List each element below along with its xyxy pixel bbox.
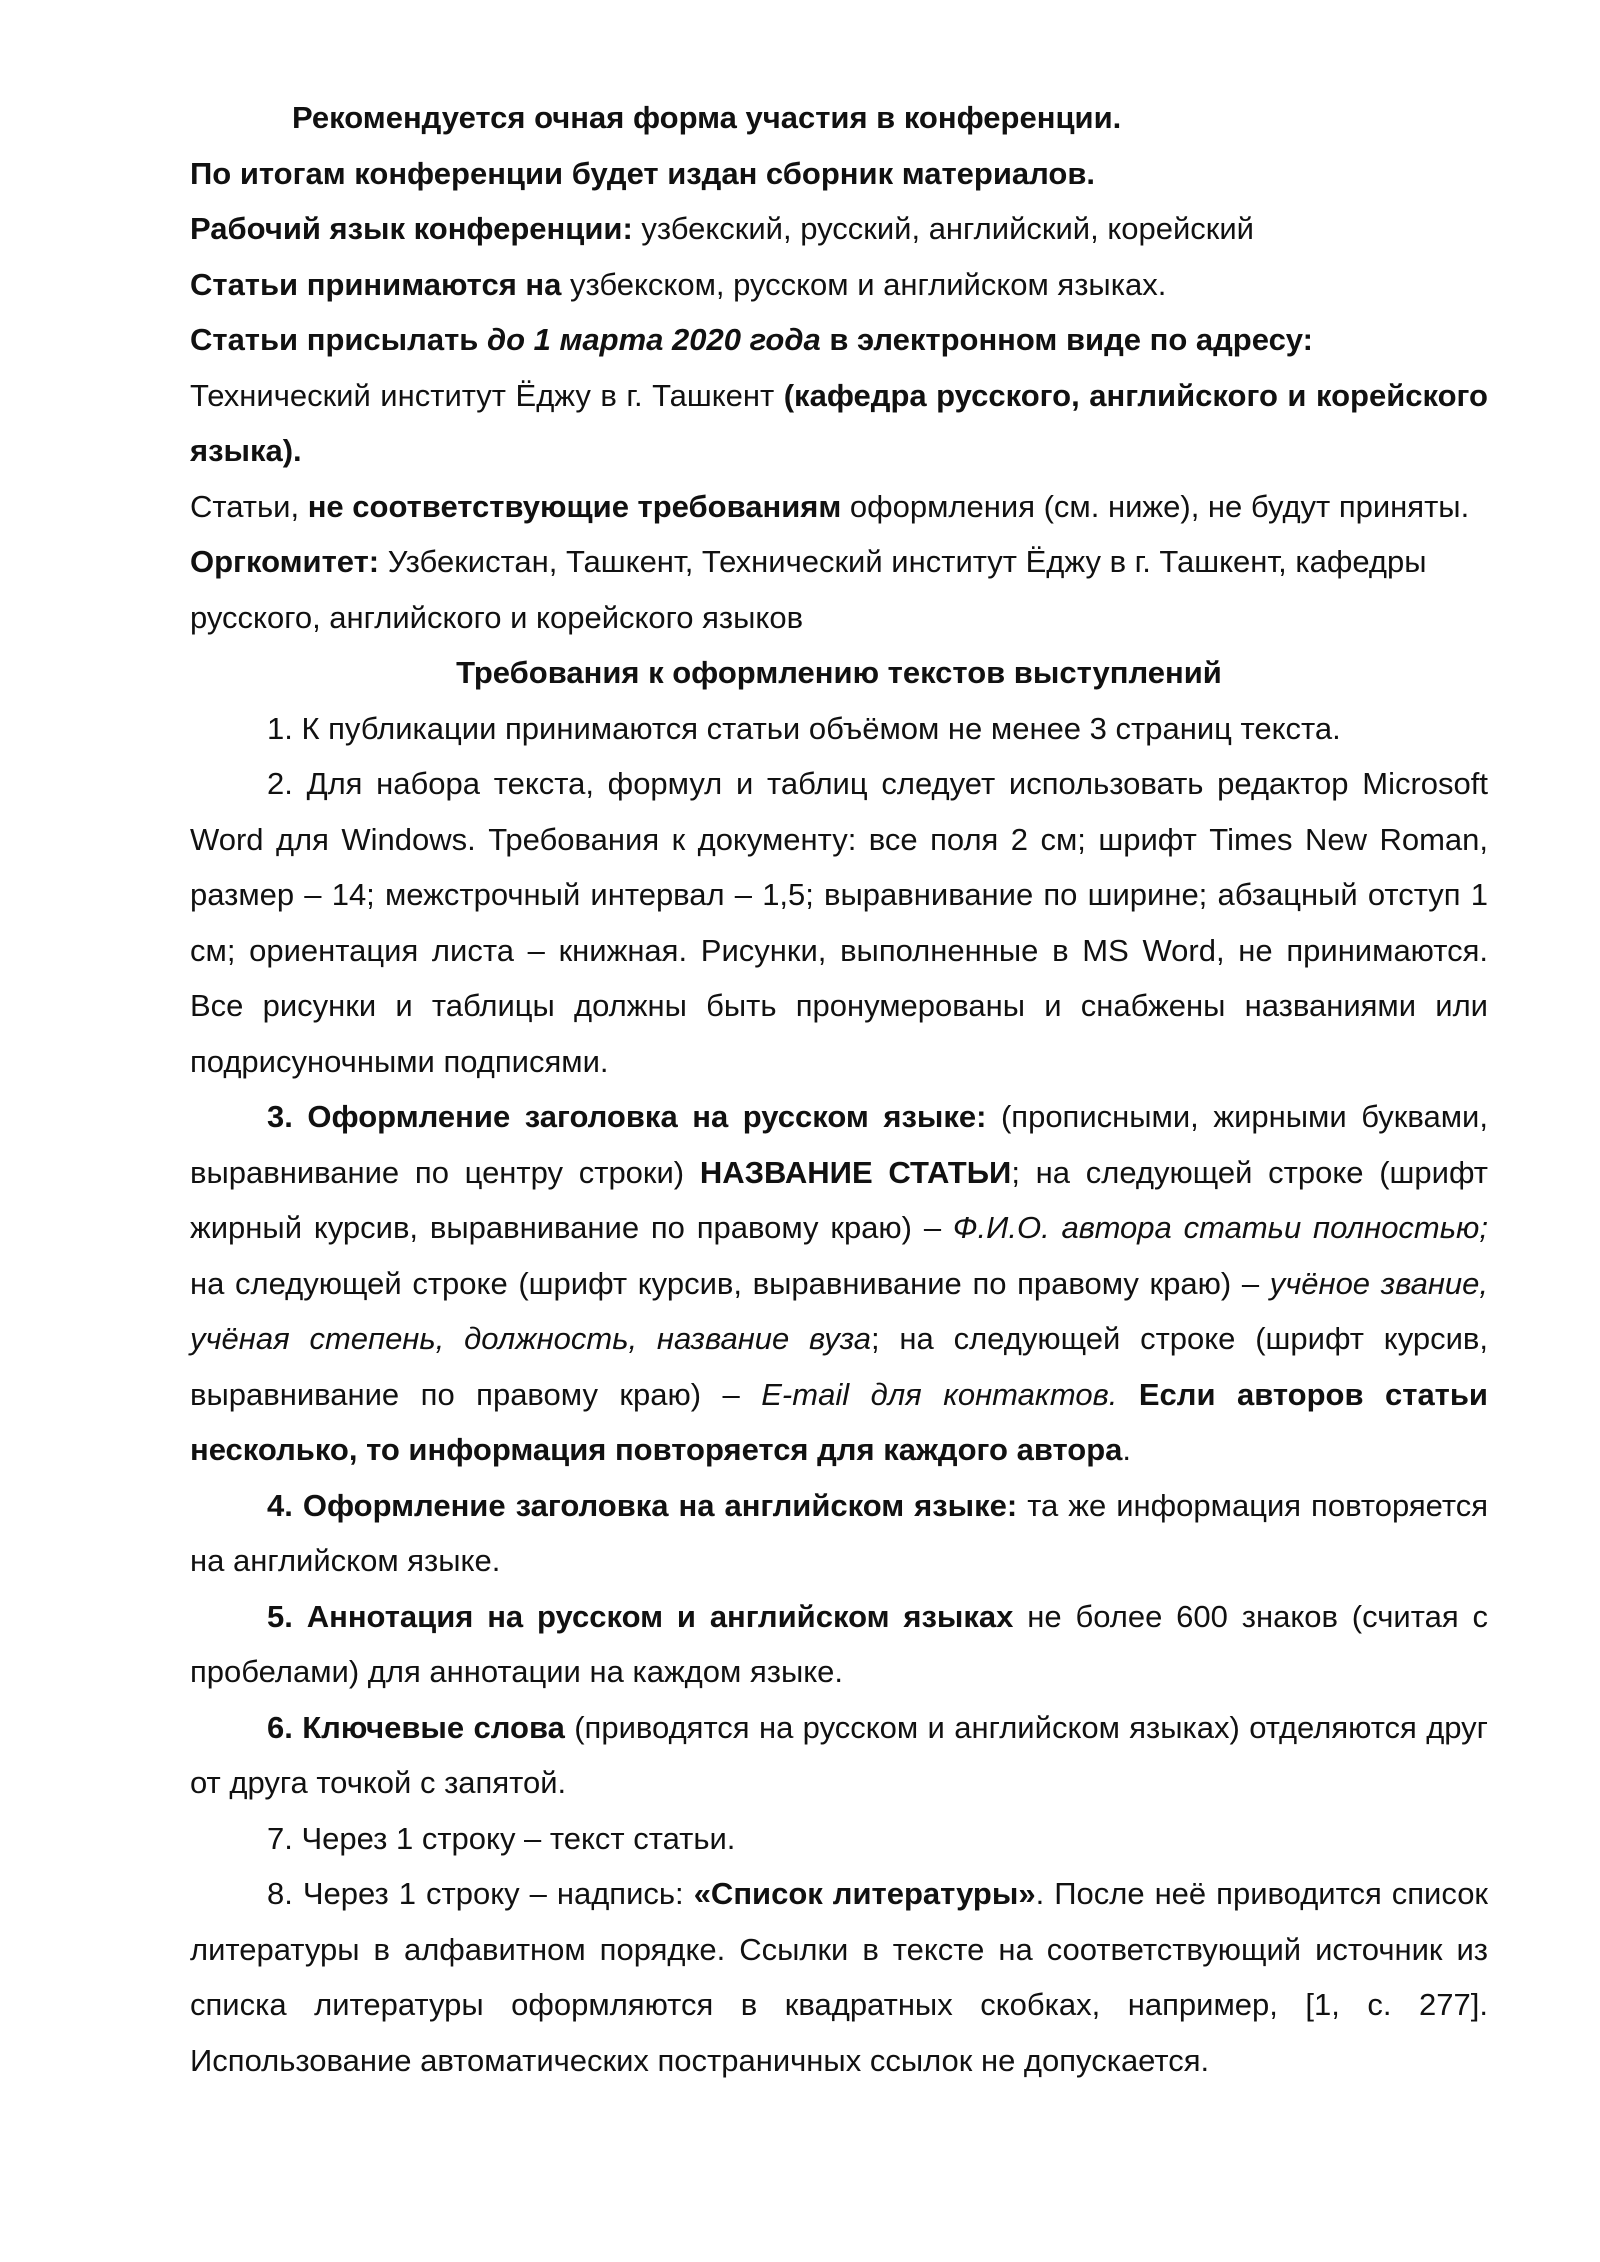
submission-date: до 1 марта 2020 года (486, 322, 821, 357)
participation-text: Рекомендуется очная форма участия в конференции. (292, 100, 1122, 135)
requirement-3-text-f: на следующей строке (шрифт курсив, выравнивание по правому краю) – (190, 1265, 1270, 1301)
requirement-4-title: 4. Оформление заголовка на английском языке: (267, 1487, 1018, 1523)
requirements-heading-text: Требования к оформлению текстов выступлений (456, 655, 1222, 690)
institute-department: (кафедра русского, английского и корейского языка). (190, 377, 1488, 468)
requirement-8-text-c: . После неё приводится список литературы в алфавитном порядке. Ссылки в тексте на соответствующий источник из списка литературы оформляются в квадратных скобках, например, [1, с. 277]. Использование автоматических постраничных ссылок не допускается. (190, 1876, 1488, 2078)
requirement-item-8 (190, 1866, 1488, 2088)
requirement-item-3 (190, 1089, 1488, 1478)
article-languages-text: узбекском, русском и английском языках. (561, 266, 1167, 302)
requirement-3-article-title: НАЗВАНИЕ СТАТЬИ (699, 1154, 1012, 1190)
requirement-6-text: (приводятся на русском и английском языках) отделяются друг от друга точкой с запятой. (190, 1709, 1488, 1800)
rejection-text-a: Статьи, (190, 488, 308, 524)
requirement-3-multiple-authors: Если авторов статьи несколько, то информация повторяется для каждого автора (190, 1376, 1488, 1467)
requirements-heading (190, 645, 1488, 701)
working-language-label: Рабочий язык конференции: (190, 211, 633, 246)
proceedings-note (190, 146, 1488, 202)
requirement-item-7 (190, 1811, 1488, 1867)
org-committee (190, 534, 1488, 645)
requirement-item-2 (190, 756, 1488, 1089)
requirement-3-author-degree: учёное звание, учёная степень, должность, название вуза (190, 1265, 1488, 1356)
requirement-3-author-name: Ф.И.О. автора статьи полностью; (952, 1210, 1488, 1245)
requirement-3-text-b: (прописными, жирными буквами, выравнивание по центру строки) (190, 1099, 1488, 1190)
requirement-3-text-d: ; на следующей строке (шрифт жирный курсив, выравнивание по правому краю) – (190, 1154, 1488, 1245)
requirement-item-4 (190, 1478, 1488, 1589)
proceedings-text: По итогам конференции будет издан сборник материалов. (190, 155, 1096, 191)
rejection-text-c: оформления (см. ниже), не будут приняты. (841, 488, 1470, 524)
participation-note (190, 90, 1488, 146)
submission-text-a: Статьи присылать (190, 322, 487, 357)
article-languages-label: Статьи принимаются на (190, 266, 562, 302)
requirement-3-email: E-mail для контактов. (761, 1376, 1118, 1412)
requirement-3-text-l: . (1122, 1432, 1132, 1467)
requirement-1-text: 1. К публикации принимаются статьи объёмом не менее 3 страниц текста. (267, 710, 1341, 746)
institute-address (190, 368, 1488, 479)
requirement-3-title: 3. Оформление заголовка на русском языке: (267, 1099, 987, 1134)
requirement-4-text: та же информация повторяется на английском языке. (190, 1487, 1488, 1578)
org-committee-text: Узбекистан, Ташкент, Технический институт Ёджу в г. Ташкент, кафедры русского, английского и корейского языков (190, 544, 1427, 635)
requirement-6-title: 6. Ключевые слова (267, 1709, 565, 1745)
requirement-8-bibliography-label: «Список литературы» (693, 1876, 1036, 1911)
requirement-item-1 (190, 701, 1488, 757)
submission-text-b: в электронном виде по адресу: (820, 322, 1313, 357)
requirement-item-5 (190, 1589, 1488, 1700)
rejection-note (190, 479, 1488, 535)
working-language-text: узбекский, русский, английский, корейский (632, 211, 1254, 246)
requirement-item-6 (190, 1700, 1488, 1811)
requirement-3-text-h: ; на следующей строке (шрифт курсив, выравнивание по правому краю) – (190, 1321, 1488, 1412)
working-language (190, 201, 1488, 257)
requirement-3-text-j (1117, 1377, 1138, 1412)
document-page (190, 90, 1488, 2088)
submission-deadline (190, 312, 1488, 368)
institute-text: Технический институт Ёджу в г. Ташкент (190, 377, 784, 413)
requirement-2-text: 2. Для набора текста, формул и таблиц следует использовать редактор Microsoft Word для Windows. Требования к документу: все поля 2 см; шрифт Times New Roman, размер – 14; межстрочный интервал – 1,5; выравнивание по ширине; абзацный отступ 1 см; ориентация листа – книжная. Рисунки, выполненные в MS Word, не принимаются. Все рисунки и таблицы должны быть пронумерованы и снабжены названиями или подрисуночными подписями. (190, 766, 1488, 1079)
requirement-5-text: не более 600 знаков (считая с пробелами) для аннотации на каждом языке. (190, 1598, 1488, 1689)
rejection-text-b: не соответствующие требованиям (307, 488, 842, 524)
requirement-8-text-a: 8. Через 1 строку – надпись: (267, 1876, 694, 1911)
requirement-5-title: 5. Аннотация на русском и английском языках (267, 1598, 1014, 1634)
requirement-7-text: 7. Через 1 строку – текст статьи. (267, 1820, 736, 1856)
article-languages (190, 257, 1488, 313)
org-committee-label: Оргкомитет: (190, 544, 380, 579)
